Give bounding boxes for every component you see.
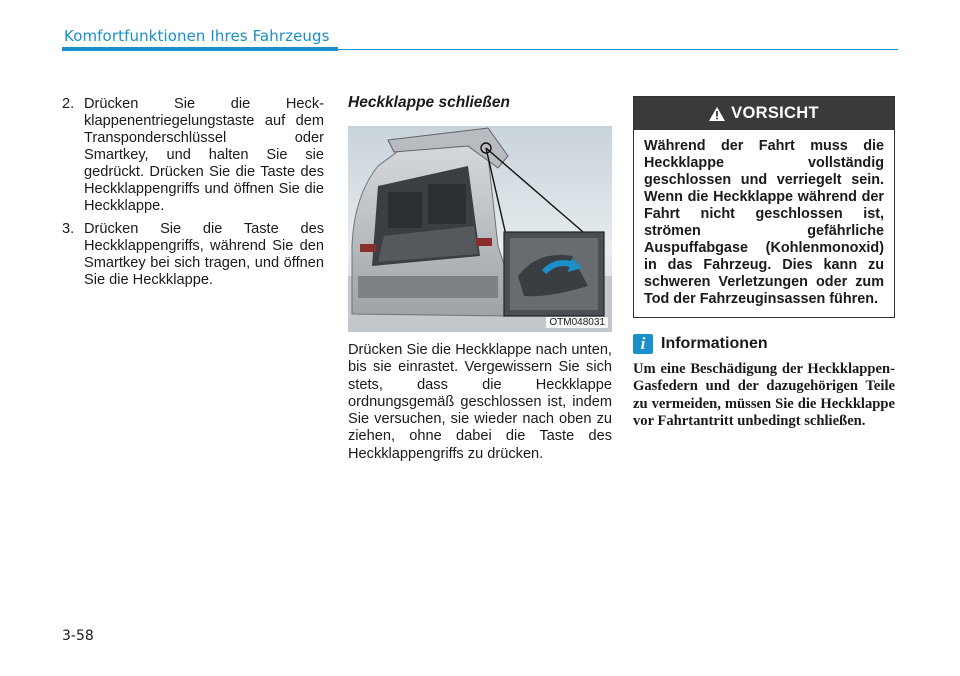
- step-item: [62, 221, 324, 289]
- figure-caption: OTM048031: [546, 317, 608, 328]
- column-right: [633, 96, 895, 430]
- info-title: Informationen: [661, 335, 768, 352]
- column-left: [62, 96, 324, 295]
- caution-label: VORSICHT: [731, 104, 819, 122]
- info-icon: i: [633, 334, 653, 354]
- subheading: Heckklappe schließen: [348, 94, 510, 111]
- caution-box: [633, 96, 895, 318]
- tailgate-illustration: [348, 126, 612, 332]
- column-middle: [348, 94, 612, 463]
- tailgate-figure: [348, 126, 612, 332]
- info-text: Um eine Beschädigung der Heckklappen-Gasfedern und der dazugehörigen Teile zu vermeiden, müssen Sie die Heckklappe vor Fahrtantritt unbedingt schließen.: [633, 361, 895, 429]
- caution-header: [634, 97, 894, 130]
- step-number: 2.: [62, 96, 75, 112]
- step-number: 3.: [62, 221, 75, 237]
- body-text: Drücken Sie die Heckklappe nach unten, bis sie einrastet. Vergewissern Sie sich stets, dass die Heckklappe ordnungsgemäß geschlossen ist, indem Sie versuchen, sie wieder nach oben zu ziehen, ohne dabei die Taste des Heckklappengriffs zu drücken.: [348, 342, 612, 462]
- header-rule-thick: [62, 47, 338, 51]
- section-title: Komfortfunktionen Ihres Fahrzeugs: [64, 27, 330, 45]
- header-rule-thin: [338, 49, 898, 50]
- step-text: Drücken Sie die Heckklappenentriegelungstaste auf dem Transponderschlüssel oder Smartkey, und halten Sie sie gedrückt. Drücken Sie die Taste des Heckklappengriffs und öffnen Sie die Heckklappe.: [84, 96, 324, 214]
- page-number: 3-58: [62, 628, 94, 644]
- info-header: [633, 334, 895, 354]
- step-item: [62, 96, 324, 215]
- caution-text: Während der Fahrt muss die Heckklappe vollständig geschlossen und verriegelt sein. Wenn die Heckklappe während der Fahrt nicht geschlossen ist, strömen gefährliche Auspuffabgase (Kohlenmonoxid) in das Fahrzeug. Dies kann zu schweren Verletzungen oder zum Tod der Fahrzeuginsassen führen.: [644, 138, 884, 307]
- step-text: Drücken Sie die Taste des Heckklappengriffs, während Sie den Smartkey bei sich tragen, und öffnen Sie die Heckklappe.: [84, 221, 324, 288]
- warning-triangle-icon: [709, 107, 725, 121]
